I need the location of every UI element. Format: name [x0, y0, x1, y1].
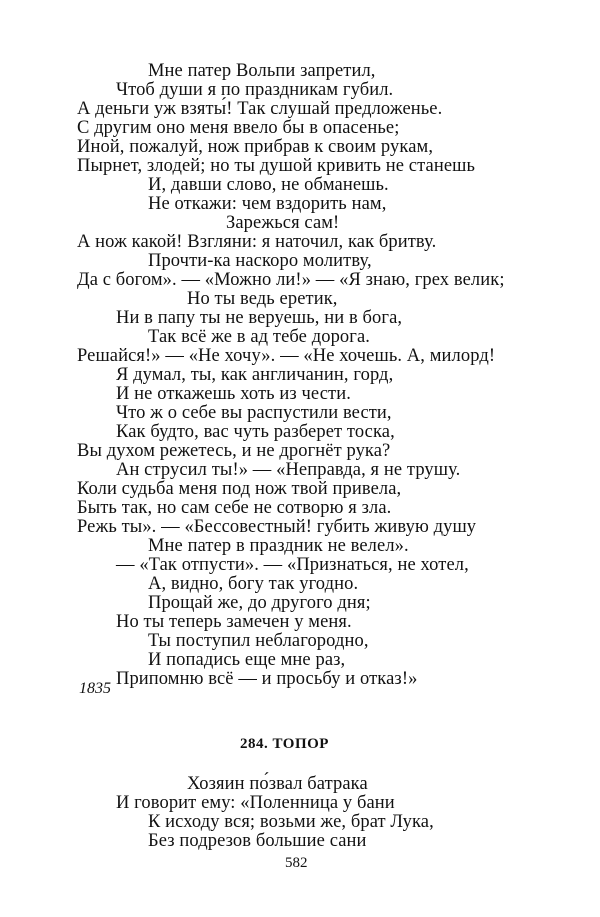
poem-line: Ан струсил ты!» — «Неправда, я не трушу.: [116, 460, 461, 480]
poem-line: Я думал, ты, как англичанин, горд,: [116, 365, 394, 385]
poem-line: Не откажи: чем вздорить нам,: [148, 194, 387, 214]
poem-line: Решайся!» — «Не хочу». — «Не хочешь. А, милорд!: [77, 346, 496, 366]
poem-title: 284. ТОПОР: [240, 736, 329, 752]
poem-line: Быть так, но сам себе не сотворю я зла.: [77, 498, 392, 518]
poem-line: Зарежься сам!: [226, 213, 340, 233]
poem-line: И попадись еще мне раз,: [148, 650, 346, 670]
poem-line: Без подрезов большие сани: [148, 831, 367, 851]
poem-line: Коли судьба меня под нож твой привела,: [77, 479, 402, 499]
page-number: 582: [285, 855, 308, 871]
poem-line: А нож какой! Взгляни: я наточил, как бритву.: [77, 232, 437, 252]
poem-line: Прощай же, до другого дня;: [148, 593, 371, 613]
poem-line: Мне патер Вольпи запретил,: [148, 61, 376, 81]
poem-line: Вы духом режетесь, и не дрогнёт рука?: [77, 441, 391, 461]
poem-line: Хозяин по́звал батрака: [187, 774, 368, 794]
poem-line: Но ты теперь замечен у меня.: [116, 612, 352, 632]
poem-line: — «Так отпусти». — «Признаться, не хотел,: [116, 555, 469, 575]
poem-line: И говорит ему: «Поленница у бани: [116, 793, 395, 813]
poem-line: Но ты ведь еретик,: [187, 289, 338, 309]
poem-line: Ты поступил неблагородно,: [148, 631, 369, 651]
poem-line: И, давши слово, не обманешь.: [148, 175, 389, 195]
poem-line: Мне патер в праздник не велел».: [148, 536, 409, 556]
poem-line: Припомню всё — и просьбу и отказ!»: [116, 669, 418, 689]
poem-line: Режь ты». — «Бессовестный! губить живую душу: [77, 517, 477, 537]
poem-line: К исходу вся; возьми же, брат Лука,: [148, 812, 434, 832]
poem-line: Да с богом». — «Можно ли!» — «Я знаю, грех велик;: [77, 270, 505, 290]
poem-line: Что ж о себе вы распустили вести,: [116, 403, 392, 423]
poem-line: Так всё же в ад тебе дорога.: [148, 327, 371, 347]
poem-line: Прочти-ка наскоро молитву,: [148, 251, 372, 271]
poem-line: Иной, пожалуй, нож прибрав к своим рукам,: [77, 137, 434, 157]
poem-line: Чтоб души я по праздникам губил.: [116, 80, 394, 100]
poem-line: Как будто, вас чуть разберет тоска,: [116, 422, 395, 442]
poem-year: 1835: [79, 680, 111, 697]
poem-line: А деньги уж взяты́! Так слушай предложенье.: [77, 99, 443, 119]
poem-line: Ни в папу ты не веруешь, ни в бога,: [116, 308, 403, 328]
poem-line: С другим оно меня ввело бы в опасенье;: [77, 118, 400, 138]
poem-line: Пырнет, злодей; но ты душой кривить не станешь: [77, 156, 476, 176]
poem-line: И не откажешь хоть из чести.: [116, 384, 351, 404]
poem-line: А, видно, богу так угодно.: [148, 574, 359, 594]
